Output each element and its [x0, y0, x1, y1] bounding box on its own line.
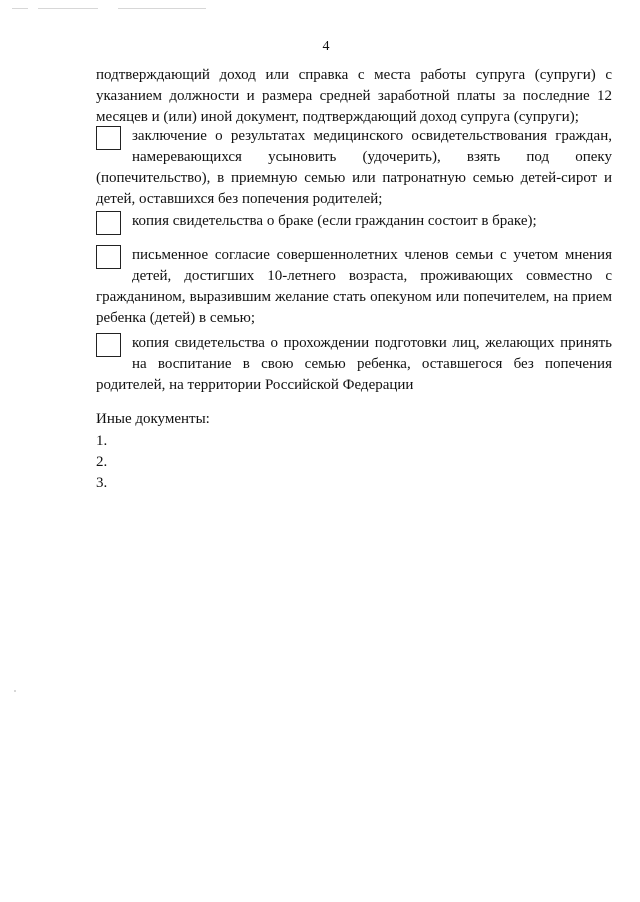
scan-artifact: [38, 8, 98, 9]
other-document-item: 2.: [96, 454, 108, 470]
document-checkbox-item: [96, 333, 612, 396]
checkbox[interactable]: [96, 333, 121, 357]
scan-artifact: [118, 8, 206, 9]
other-document-item: 3.: [96, 475, 108, 491]
checkbox-label: заключение о результатах медицинского освидетельствования граждан, намеревающихся усыновить (удочерить), взять под опеку (попечительство), в приемную семью или патронатную семью детей-сирот и детей, оставшихся без попечения родителей;: [96, 128, 612, 207]
other-documents-title: Иные документы:: [96, 411, 210, 427]
document-checkbox-item: [96, 126, 612, 210]
intro-paragraph: подтверждающий доход или справка с места работы супруга (супруги) с указанием должности и размера средней заработной платы за последние 12 месяцев и (или) иной документ, подтверждающий доход супруга (супруги);: [96, 67, 612, 125]
document-checkbox-item: [96, 211, 612, 235]
other-documents-list: [96, 431, 107, 494]
page-number: 4: [322, 39, 330, 54]
checkbox[interactable]: [96, 245, 121, 269]
scan-artifact: [14, 690, 16, 692]
checkbox-label: письменное согласие совершеннолетних членов семьи с учетом мнения детей, достигших 10-летнего возраста, проживающих совместно с гражданином, выразившим желание стать опекуном или попечителем, на прием ребенка (детей) в семью;: [96, 247, 612, 326]
checkbox[interactable]: [96, 211, 121, 235]
checkbox-label: копия свидетельства о прохождении подготовки лиц, желающих принять на воспитание в свою семью ребенка, оставшегося без попечения родителей, на территории Российской Федерации: [96, 335, 612, 393]
checkbox[interactable]: [96, 126, 121, 150]
document-checkbox-item: [96, 245, 612, 329]
other-document-item: 1.: [96, 433, 108, 449]
scan-artifact: [12, 8, 28, 9]
checkbox-label: копия свидетельства о браке (если гражданин состоит в браке);: [132, 213, 537, 229]
